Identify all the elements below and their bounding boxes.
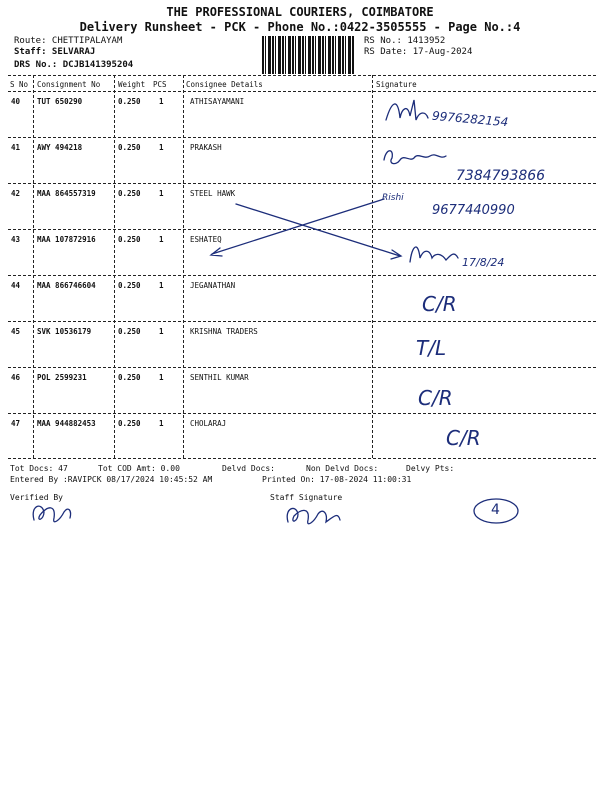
row-pcs: 1 bbox=[159, 281, 164, 290]
handwritten-status: T/L bbox=[416, 336, 447, 360]
row-consignment: TUT 650290 bbox=[37, 97, 83, 106]
row-sno: 47 bbox=[11, 419, 21, 428]
handwritten-name: Rishi bbox=[382, 193, 404, 203]
row-consignment: AWY 494218 bbox=[37, 143, 83, 152]
row-consignee: PRAKASH bbox=[190, 143, 222, 152]
signature-scribble bbox=[386, 100, 428, 120]
staff-signature-label: Staff Signature bbox=[270, 493, 343, 502]
column-header-signature: Signature bbox=[376, 80, 417, 89]
signature-scribble bbox=[384, 151, 446, 164]
row-weight: 0.250 bbox=[118, 373, 141, 382]
row-sno: 45 bbox=[11, 327, 21, 336]
row-sno: 41 bbox=[11, 143, 21, 152]
total-cod-amount: Tot COD Amt: 0.00 bbox=[98, 464, 180, 473]
row-consignment: POL 2599231 bbox=[37, 373, 87, 382]
row-consignee: JEGANATHAN bbox=[190, 281, 236, 290]
row-sno: 43 bbox=[11, 235, 21, 244]
row-pcs: 1 bbox=[159, 97, 164, 106]
total-docs: Tot Docs: 47 bbox=[10, 464, 68, 473]
staff-label: Staff: SELVARAJ bbox=[14, 47, 96, 57]
row-consignment: MAA 107872916 bbox=[37, 235, 96, 244]
row-pcs: 1 bbox=[159, 419, 164, 428]
row-pcs: 1 bbox=[159, 189, 164, 198]
row-weight: 0.250 bbox=[118, 281, 141, 290]
verified-by-label: Verified By bbox=[10, 493, 63, 502]
row-consignment: MAA 944882453 bbox=[37, 419, 96, 428]
arrow-line bbox=[236, 204, 400, 256]
column-header-consignment: Consignment No bbox=[37, 80, 101, 89]
circled-page-number: 4 bbox=[491, 502, 500, 518]
column-header-sno: S No bbox=[10, 80, 29, 89]
verified-signature bbox=[33, 506, 70, 522]
column-header-consignee: Consignee Details bbox=[186, 80, 263, 89]
row-consignment: MAA 866746604 bbox=[37, 281, 96, 290]
delivered-docs: Delvd Docs: bbox=[222, 464, 275, 473]
company-title: THE PROFESSIONAL COURIERS, COIMBATORE bbox=[166, 5, 434, 19]
row-weight: 0.250 bbox=[118, 327, 141, 336]
row-weight: 0.250 bbox=[118, 419, 141, 428]
non-delivered-docs: Non Delvd Docs: bbox=[306, 464, 379, 473]
row-pcs: 1 bbox=[159, 235, 164, 244]
staff-signature-scribble bbox=[287, 508, 340, 523]
row-consignee: ATHISAYAMANI bbox=[190, 97, 245, 106]
row-sno: 40 bbox=[11, 97, 21, 106]
signature-scribble bbox=[410, 247, 458, 262]
column-header-pcs: PCS bbox=[153, 80, 167, 89]
handwritten-phone: 9677440990 bbox=[432, 203, 515, 218]
row-weight: 0.250 bbox=[118, 143, 141, 152]
handwritten-phone: 9976282154 bbox=[431, 108, 509, 130]
row-pcs: 1 bbox=[159, 327, 164, 336]
row-sno: 46 bbox=[11, 373, 21, 382]
delivery-points: Delvy Pts: bbox=[406, 464, 455, 473]
entered-by: Entered By :RAVIPCK 08/17/2024 10:45:52 AM bbox=[10, 475, 213, 484]
handwritten-phone: 7384793866 bbox=[456, 168, 546, 184]
handwritten-status: C/R bbox=[422, 292, 457, 316]
printed-on: Printed On: 17-08-2024 11:00:31 bbox=[262, 475, 412, 484]
handwritten-status: C/R bbox=[446, 426, 481, 450]
row-consignee: KRISHNA TRADERS bbox=[190, 327, 258, 336]
arrow-line bbox=[212, 199, 384, 254]
row-weight: 0.250 bbox=[118, 235, 141, 244]
row-consignee: ESHATEQ bbox=[190, 235, 222, 244]
row-consignee: STEEL HAWK bbox=[190, 189, 236, 198]
handwritten-status: C/R bbox=[418, 386, 453, 410]
rs-date: RS Date: 17-Aug-2024 bbox=[364, 47, 473, 57]
row-consignment: SVK 10536179 bbox=[37, 327, 92, 336]
runsheet-subtitle: Delivery Runsheet - PCK - Phone No.:0422-3505555 - Page No.:4 bbox=[79, 20, 521, 34]
row-sno: 44 bbox=[11, 281, 21, 290]
row-consignee: CHOLARAJ bbox=[190, 419, 227, 428]
handwritten-date: 17/8/24 bbox=[462, 256, 505, 269]
column-header-weight: Weight bbox=[118, 80, 146, 89]
drs-number: DRS No.: DCJB141395204 bbox=[14, 60, 134, 70]
rs-number: RS No.: 1413952 bbox=[364, 36, 446, 46]
row-weight: 0.250 bbox=[118, 189, 141, 198]
row-pcs: 1 bbox=[159, 143, 164, 152]
row-pcs: 1 bbox=[159, 373, 164, 382]
route-label: Route: CHETTIPALAYAM bbox=[14, 36, 123, 46]
row-consignment: MAA 864557319 bbox=[37, 189, 96, 198]
row-consignee: SENTHIL KUMAR bbox=[190, 373, 249, 382]
row-sno: 42 bbox=[11, 189, 21, 198]
row-weight: 0.250 bbox=[118, 97, 141, 106]
